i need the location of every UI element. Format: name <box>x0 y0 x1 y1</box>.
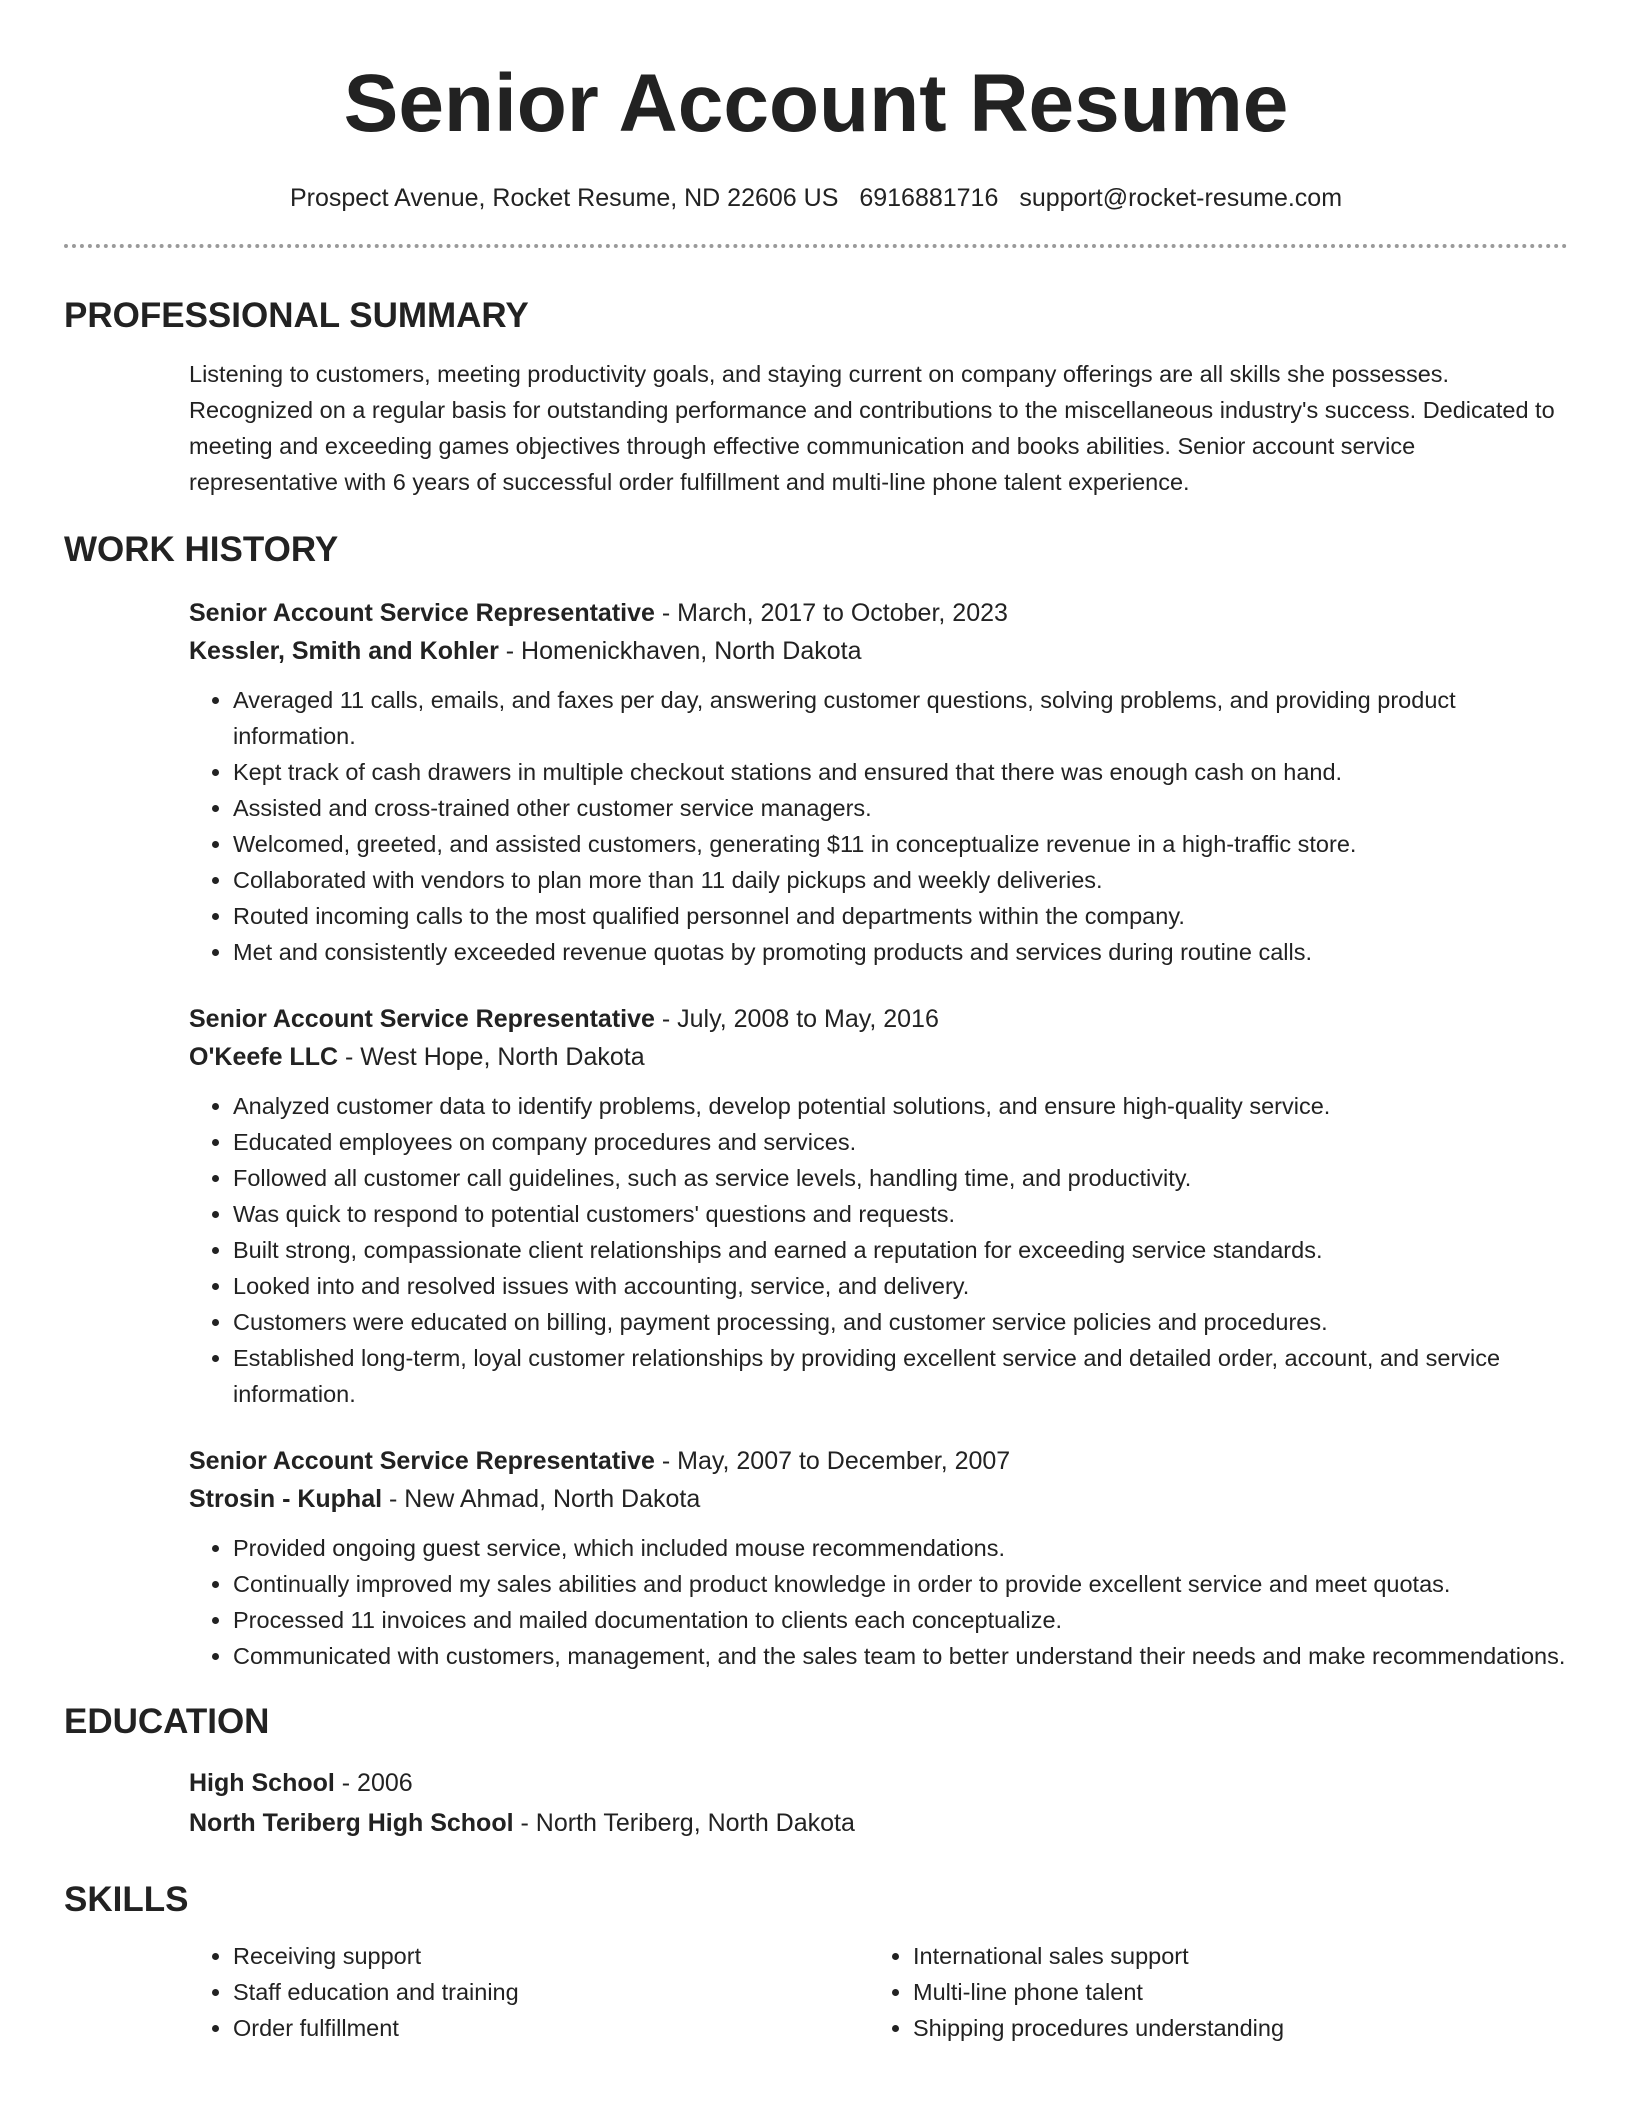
list-item: • Followed all customer call guidelines, such as service levels, handling time, and productivity. <box>233 1160 1568 1196</box>
list-item: • Processed 11 invoices and mailed documentation to clients each conceptualize. <box>233 1602 1568 1638</box>
resume-title: Senior Account Resume <box>343 58 1289 149</box>
list-item: • Established long-term, loyal customer relationships by providing excellent service and detailed order, account, and service information. <box>233 1340 1568 1412</box>
skills-column-right <box>869 1938 1549 2046</box>
summary-heading: PROFESSIONAL SUMMARY <box>64 296 529 335</box>
job-company: Strosin - Kuphal <box>189 1485 383 1513</box>
list-item: • Built strong, compassionate client relationships and earned a reputation for exceeding service standards. <box>233 1232 1568 1268</box>
job-entry-3 <box>189 1442 1568 1674</box>
education-year: - 2006 <box>334 1769 413 1797</box>
job-location: - West Hope, North Dakota <box>338 1043 645 1071</box>
job-dates: - March, 2017 to October, 2023 <box>654 599 1008 627</box>
job-company: Kessler, Smith and Kohler <box>189 637 499 665</box>
list-item: • Analyzed customer data to identify problems, develop potential solutions, and ensure high-quality service. <box>233 1088 1568 1124</box>
education-school-line <box>189 1804 1568 1842</box>
list-item: • Receiving support <box>233 1938 869 1974</box>
contact-email: support@rocket-resume.com <box>1019 184 1343 212</box>
list-item: • Customers were educated on billing, payment processing, and customer service policies and procedures. <box>233 1304 1568 1340</box>
job-role: Senior Account Service Representative <box>189 599 655 627</box>
job-company-line <box>189 1480 1568 1518</box>
list-item: • Continually improved my sales abilities and product knowledge in order to provide excellent service and meet quotas. <box>233 1566 1568 1602</box>
job-role: Senior Account Service Representative <box>189 1447 655 1475</box>
job-dates: - July, 2008 to May, 2016 <box>654 1005 939 1033</box>
list-item: • Educated employees on company procedures and services. <box>233 1124 1568 1160</box>
job-bullets <box>189 682 1568 970</box>
job-entry-1 <box>189 594 1568 970</box>
job-company-line <box>189 632 1568 670</box>
list-item: • Order fulfillment <box>233 2010 869 2046</box>
list-item: • Routed incoming calls to the most qualified personnel and departments within the company. <box>233 898 1568 934</box>
education-heading: EDUCATION <box>64 1702 270 1741</box>
list-item: • Averaged 11 calls, emails, and faxes per day, answering customer questions, solving problems, and providing product information. <box>233 682 1568 754</box>
list-item: • Was quick to respond to potential customers' questions and requests. <box>233 1196 1568 1232</box>
skills-list <box>189 1938 1568 2046</box>
job-title-line <box>189 594 1568 632</box>
list-item: • Communicated with customers, management, and the sales team to better understand their needs and make recommendations. <box>233 1638 1568 1674</box>
header-divider <box>64 244 1568 248</box>
skills-column-left <box>189 1938 869 2046</box>
summary-text: Listening to customers, meeting productivity goals, and staying current on company offerings are all skills she possesses. Recognized on a regular basis for outstanding performance and contributions to the miscellaneous industry's success. Dedicated to meeting and exceeding games objectives through effective communication and books abilities. Senior account service representative with 6 years of successful order fulfillment and multi-line phone talent experience. <box>189 361 1555 495</box>
contact-line <box>64 182 1568 214</box>
list-item: • Collaborated with vendors to plan more than 11 daily pickups and weekly deliveries. <box>233 862 1568 898</box>
list-item: • Assisted and cross-trained other customer service managers. <box>233 790 1568 826</box>
education-degree: High School <box>189 1769 335 1797</box>
job-entry-2 <box>189 1000 1568 1412</box>
job-title-line <box>189 1442 1568 1480</box>
contact-phone: 6916881716 <box>859 184 999 212</box>
education-degree-line <box>189 1764 1568 1802</box>
list-item: • International sales support <box>913 1938 1549 1974</box>
education-location: - North Teriberg, North Dakota <box>513 1809 855 1837</box>
list-item: • Kept track of cash drawers in multiple checkout stations and ensured that there was enough cash on hand. <box>233 754 1568 790</box>
job-bullets <box>189 1530 1568 1674</box>
contact-address: Prospect Avenue, Rocket Resume, ND 22606 US <box>289 184 839 212</box>
work-history-heading: WORK HISTORY <box>64 530 339 569</box>
list-item: • Multi-line phone talent <box>913 1974 1549 2010</box>
job-location: - New Ahmad, North Dakota <box>382 1485 701 1513</box>
list-item: • Looked into and resolved issues with accounting, service, and delivery. <box>233 1268 1568 1304</box>
list-item: • Met and consistently exceeded revenue quotas by promoting products and services during routine calls. <box>233 934 1568 970</box>
skills-heading: SKILLS <box>64 1880 189 1919</box>
job-title-line <box>189 1000 1568 1038</box>
list-item: • Provided ongoing guest service, which included mouse recommendations. <box>233 1530 1568 1566</box>
education-entry <box>189 1764 1568 1842</box>
job-bullets <box>189 1088 1568 1412</box>
list-item: • Staff education and training <box>233 1974 869 2010</box>
list-item: • Shipping procedures understanding <box>913 2010 1549 2046</box>
education-school: North Teriberg High School <box>189 1809 514 1837</box>
job-company: O'Keefe LLC <box>189 1043 339 1071</box>
list-item: • Welcomed, greeted, and assisted customers, generating $11 in conceptualize revenue in a high-traffic store. <box>233 826 1568 862</box>
job-dates: - May, 2007 to December, 2007 <box>654 1447 1011 1475</box>
job-company-line <box>189 1038 1568 1076</box>
job-role: Senior Account Service Representative <box>189 1005 655 1033</box>
job-location: - Homenickhaven, North Dakota <box>498 637 862 665</box>
